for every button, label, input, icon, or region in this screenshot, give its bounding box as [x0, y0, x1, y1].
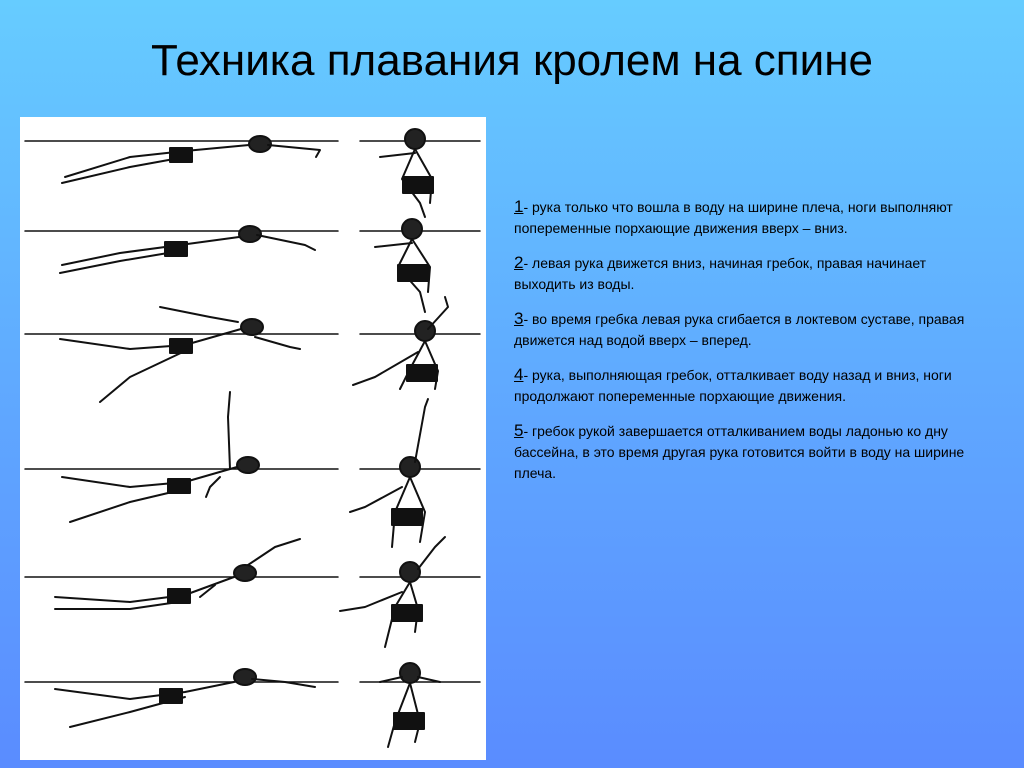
phase-4-front-swimmer: [350, 399, 480, 547]
step-number: 1: [514, 197, 524, 216]
step-5: [514, 420, 974, 484]
step-text: - во время гребка левая рука сгибается в локтевом суставе, правая движется над водой вверх – вперед.: [514, 311, 965, 348]
phase-1-front-swimmer: [360, 129, 480, 217]
phase-2-front-swimmer: [360, 219, 480, 312]
step-4: [514, 364, 974, 407]
step-text: - рука, выполняющая гребок, отталкивает воду назад и вниз, ноги продолжают попеременные порхающие движения.: [514, 367, 952, 404]
step-number: 3: [514, 309, 524, 328]
backstroke-phases-drawing: [20, 117, 486, 760]
phase-6-front-swimmer: [360, 663, 480, 747]
steps-list: [514, 196, 974, 497]
phase-3-front-swimmer: [353, 297, 480, 389]
backstroke-illustration: [20, 117, 486, 760]
step-number: 5: [514, 421, 524, 440]
phase-2-side-swimmer: [25, 226, 338, 273]
step-number: 2: [514, 253, 524, 272]
phase-1-side-swimmer: [25, 136, 338, 183]
slide-title: Техника плавания кролем на спине: [151, 36, 873, 85]
step-number: 4: [514, 365, 524, 384]
phase-3-side-swimmer: [25, 307, 338, 402]
phase-4-side-swimmer: [25, 392, 338, 522]
step-1: [514, 196, 974, 239]
step-3: [514, 308, 974, 351]
step-text: - левая рука движется вниз, начиная гребок, правая начинает выходить из воды.: [514, 255, 927, 292]
step-text: - рука только что вошла в воду на ширине плеча, ноги выполняют попеременные порхающие движения вверх – вниз.: [514, 199, 953, 236]
step-2: [514, 252, 974, 295]
phase-5-front-swimmer: [340, 537, 480, 647]
phase-6-side-swimmer: [25, 669, 338, 727]
phase-5-side-swimmer: [25, 539, 338, 609]
step-text: - гребок рукой завершается отталкиванием воды ладонью ко дну бассейна, в это время другая рука готовится войти в воду на ширине плеча.: [514, 423, 965, 481]
